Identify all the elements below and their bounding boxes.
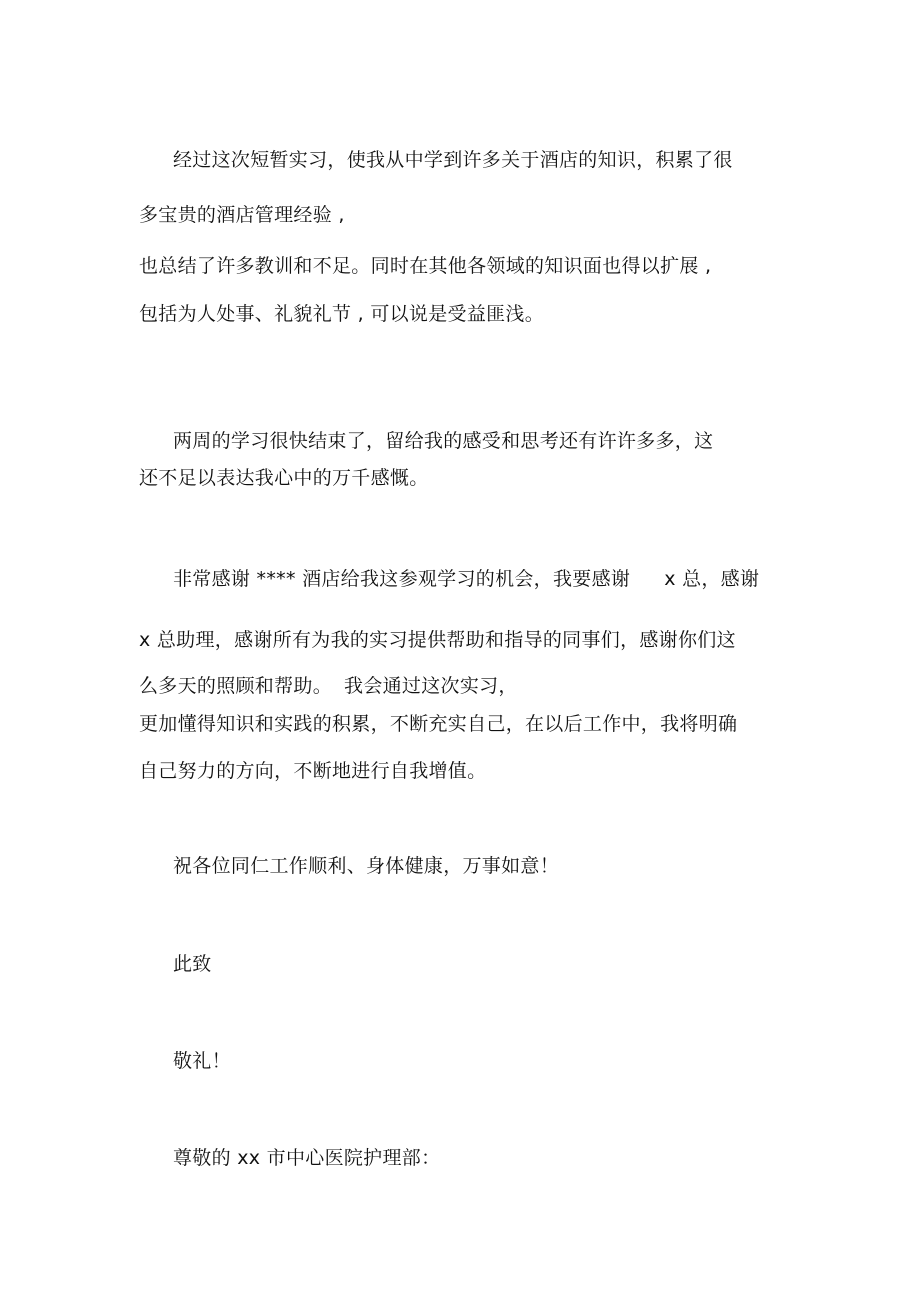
paragraph-1-line-2: 多宝贵的酒店管理经验 ,: [139, 204, 345, 226]
closing-line: 此致: [173, 953, 212, 975]
paragraph-3-line-5: 自己努力的方向，不断地进行自我增值。: [139, 760, 487, 782]
paragraph-3-line-3-part-a: 么多天的照顾和帮助。: [139, 675, 333, 697]
paragraph-3-line-3-part-b: 我会通过这次实习，: [344, 675, 518, 697]
paragraph-3-line-1: [173, 566, 759, 592]
paragraph-3-line-4: 更加懂得知识和实践的积累，不断充实自己，在以后工作中，我将明确: [139, 713, 738, 735]
paragraph-3-line-1-part-b: x 总，感谢: [664, 568, 760, 590]
paragraph-3-line-3: [139, 673, 518, 699]
paragraph-1-line-4: 包括为人处事、礼貌礼节 , 可以说是受益匪浅。: [139, 303, 545, 325]
paragraph-1-line-3: 也总结了许多教训和不足。同时在其他各领域的知识面也得以扩展 ,: [139, 255, 712, 277]
salute-line: 敬礼！: [173, 1050, 231, 1072]
paragraph-2-line-1: 两周的学习很快结束了，留给我的感受和思考还有许许多多，这: [173, 430, 714, 452]
paragraph-1-line-1: 经过这次短暂实习，使我从中学到许多关于酒店的知识，积累了很: [173, 149, 733, 171]
next-letter-greeting: 尊敬的 xx 市中心医院护理部：: [173, 1147, 441, 1169]
wishes-line: 祝各位同仁工作顺利、身体健康，万事如意！: [173, 855, 560, 877]
paragraph-2-line-2: 还不足以表达我心中的万千感慨。: [139, 467, 429, 489]
paragraph-3-line-2: x 总助理，感谢所有为我的实习提供帮助和指导的同事们，感谢你们这: [139, 629, 736, 651]
paragraph-3-line-1-part-a: 非常感谢 **** 酒店给我这参观学习的机会，我要感谢: [173, 568, 631, 590]
